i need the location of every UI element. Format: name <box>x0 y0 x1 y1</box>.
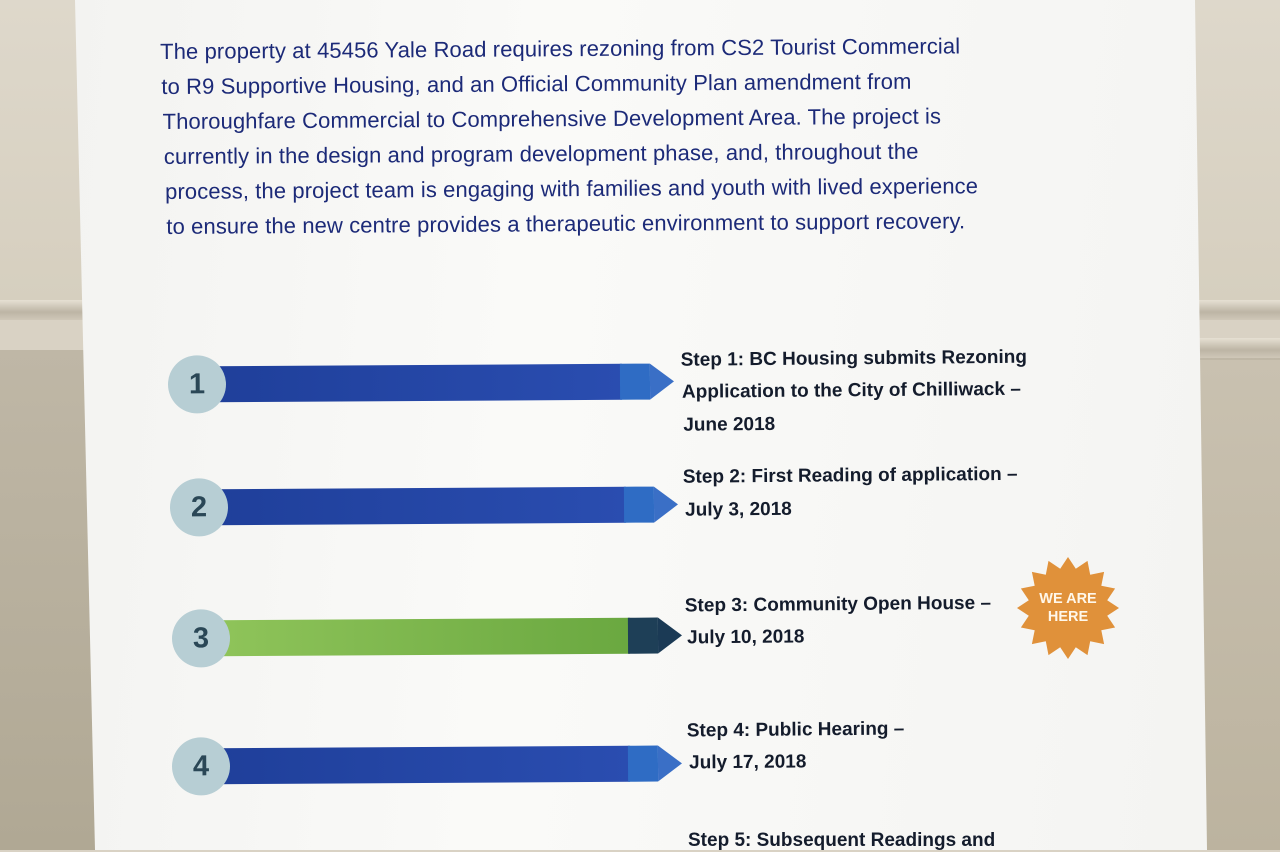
step-4-arrow-tail <box>628 746 658 782</box>
step-1-label-line: Application to the City of Chilliwack – <box>681 378 1021 403</box>
step-4-number-badge: 4 <box>172 737 230 795</box>
step-4-label-line: July 17, 2018 <box>689 751 807 774</box>
step-5-label-partial: Step 5: Subsequent Readings and <box>688 830 996 851</box>
step-4 <box>172 734 672 797</box>
intro-line: to ensure the new centre provides a therapeutic environment to support recovery. <box>166 208 966 239</box>
step-1-text <box>681 341 1082 444</box>
we-are-here-starburst <box>1017 556 1119 660</box>
step-1-arrow-head <box>650 363 674 399</box>
step-3-label-line: Step 3: Community Open House – <box>684 592 992 617</box>
wall-rail-right <box>1195 338 1280 358</box>
step-2-arrow-tail <box>624 487 654 523</box>
step-2-arrow-head <box>654 486 678 522</box>
step-3-progress-bar <box>216 618 630 657</box>
intro-line: process, the project team is engaging with families and youth with lived experience <box>165 173 979 204</box>
step-3-label-line: July 10, 2018 <box>687 626 805 649</box>
step-3-text <box>685 588 1016 661</box>
step-2-label-line: Step 2: First Reading of application – <box>682 463 1018 488</box>
step-1-number-badge: 1 <box>168 355 226 413</box>
step-1-progress-bar <box>212 364 622 403</box>
badge-line-2: HERE <box>1047 609 1089 625</box>
step-4-text <box>687 713 1018 786</box>
step-1-arrow-tail <box>620 364 650 400</box>
wall-wainscot-right <box>1195 360 1280 850</box>
we-are-here-label <box>1039 590 1096 626</box>
step-2-progress-bar <box>214 487 626 526</box>
step-3-number-badge: 3 <box>172 609 230 667</box>
step-3 <box>172 606 672 669</box>
step-2-number-badge: 2 <box>170 478 228 536</box>
intro-paragraph <box>160 27 1101 244</box>
step-3-arrow-head <box>658 617 682 653</box>
step-4-progress-bar <box>216 746 630 785</box>
step-2 <box>170 475 670 538</box>
step-4-label-line: Step 4: Public Hearing – <box>686 718 905 742</box>
step-3-arrow-tail <box>628 618 658 654</box>
intro-line: to R9 Supportive Housing, and an Official Community Plan amendment from <box>161 68 912 99</box>
step-2-label-line: July 3, 2018 <box>685 498 792 521</box>
intro-line: The property at 45456 Yale Road requires rezoning from CS2 Tourist Commercial <box>160 33 961 64</box>
intro-line: Thoroughfare Commercial to Comprehensive Development Area. The project is <box>162 103 942 134</box>
step-1-label-line: Step 1: BC Housing submits Rezoning <box>680 346 1028 371</box>
step-1-label-line: June 2018 <box>683 413 776 436</box>
intro-line: currently in the design and program development phase, and, throughout the <box>163 138 919 169</box>
step-2-text <box>683 458 1084 531</box>
step-1 <box>168 352 668 415</box>
step-4-arrow-head <box>658 745 682 781</box>
badge-line-1: WE ARE <box>1039 591 1097 607</box>
